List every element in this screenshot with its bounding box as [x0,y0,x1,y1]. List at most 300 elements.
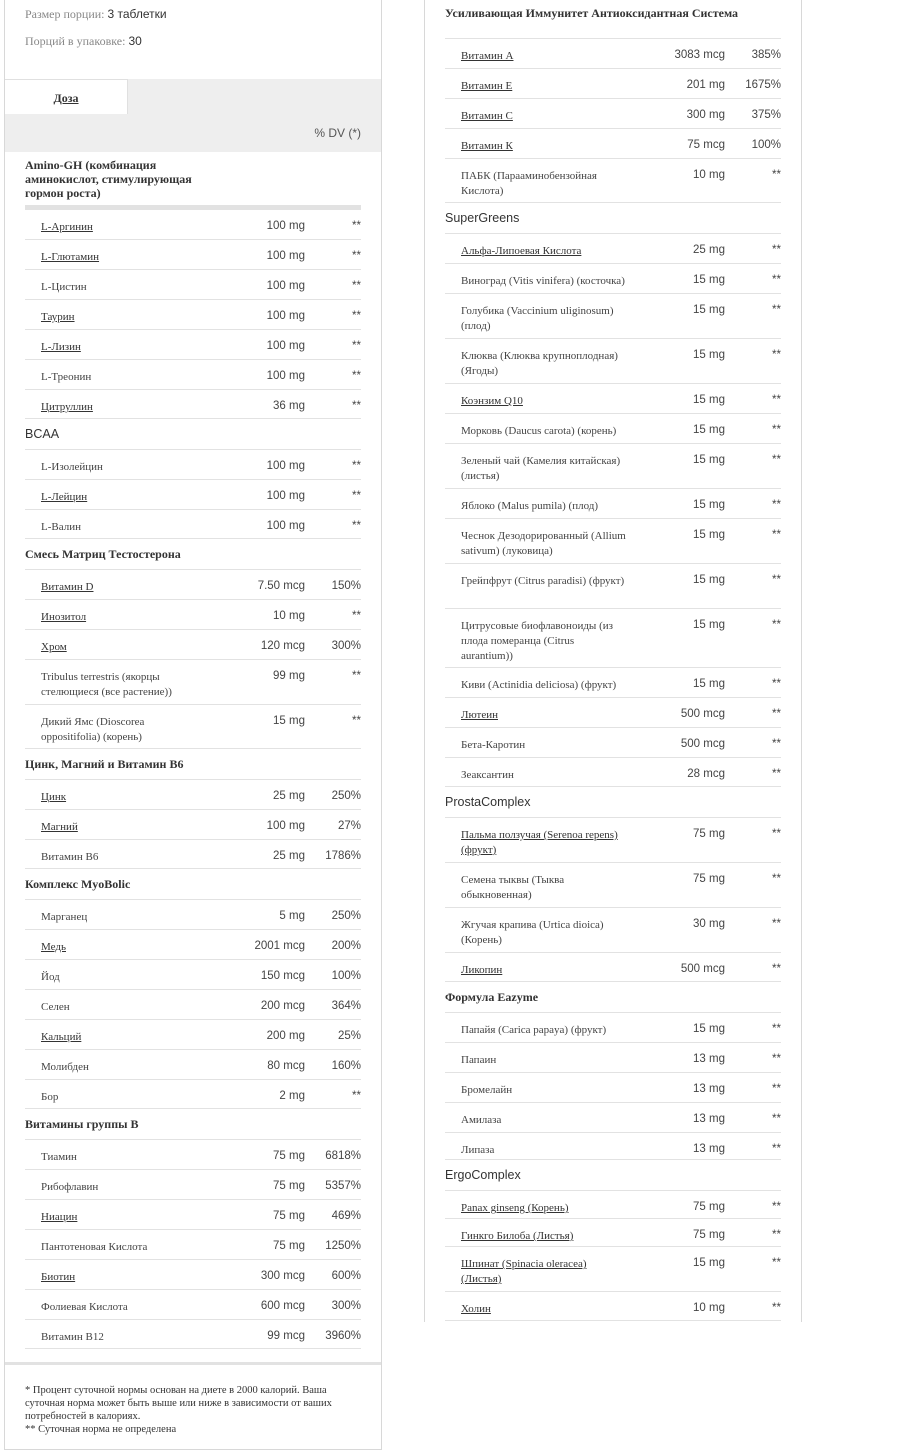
nutrient-dv: ** [352,520,361,532]
nutrient-name[interactable]: Ликопин [461,964,503,976]
nutrient-dv: 3960% [325,1330,361,1342]
nutrient-row [445,1042,781,1072]
nutrient-amount: 10 mg [693,1302,725,1314]
nutrient-row [25,629,361,659]
nutrient-dv: ** [772,678,781,690]
nutrient-amount: 75 mg [693,828,725,840]
nutrient-dv: 600% [331,1270,361,1282]
nutrient-name: Фолиевая Кислота [41,1301,128,1313]
nutrient-row [25,1289,361,1319]
nutrient-dv: ** [772,918,781,930]
nutrient-name: L-Треонин [41,371,92,383]
nutrient-name: Папаин [461,1054,497,1066]
nutrient-row [445,862,781,907]
nutrient-amount: 75 mg [273,1240,305,1252]
nutrient-row [445,757,781,787]
tab-dose[interactable]: Доза [5,79,128,114]
nutrient-name: Бор [41,1091,59,1103]
nutrient-amount: 25 mg [693,244,725,256]
nutrient-row [25,989,361,1019]
nutrient-row [25,1169,361,1199]
nutrient-row [25,929,361,959]
nutrient-amount: 15 mg [693,454,725,466]
nutrient-name: Чеснок Дезодорированный (Allium sativum) (луковица) [461,530,626,557]
nutrient-list [445,233,781,787]
supplement-facts-left [4,0,382,1450]
nutrient-name[interactable]: Витамин К [461,140,513,152]
nutrient-amount: 15 mg [693,619,725,631]
nutrient-row [25,359,361,389]
nutrient-dv: ** [772,274,781,286]
nutrient-amount: 10 mg [273,610,305,622]
nutrient-dv: ** [772,499,781,511]
nutrient-amount: 2 mg [279,1090,305,1102]
nutrient-name[interactable]: Альфа-Липоевая Кислота [461,245,582,257]
nutrient-dv: ** [772,1023,781,1035]
nutrient-name: Жгучая крапива (Urtica dioica) (Корень) [461,919,604,946]
nutrient-name: Витамин B6 [41,851,99,863]
nutrient-dv: ** [352,1090,361,1102]
nutrient-dv: 300% [331,640,361,652]
nutrient-row [445,518,781,563]
section-title: Формула Eazyme [445,990,539,1004]
nutrient-row [445,1218,781,1246]
nutrient-row [25,239,361,269]
nutrient-amount: 15 mg [693,1257,725,1269]
nutrient-name[interactable]: Лютеин [461,709,498,721]
footnote-divider [5,1362,381,1365]
nutrient-row [445,667,781,697]
nutrient-name: L-Цистин [41,281,87,293]
nutrient-name[interactable]: Витамин Е [461,80,513,92]
nutrient-dv: ** [772,1229,781,1241]
nutrient-amount: 100 mg [266,280,305,292]
nutrient-dv: ** [772,1201,781,1213]
nutrient-name: Молибден [41,1061,89,1073]
nutrient-amount: 75 mg [273,1210,305,1222]
nutrient-name: Яблоко (Malus pumila) (плод) [461,500,599,512]
nutrient-name[interactable]: Хром [41,641,67,653]
nutrient-amount: 100 mg [266,250,305,262]
nutrient-amount: 15 mg [693,1023,725,1035]
section-title: ErgoComplex [445,1168,521,1182]
nutrient-amount: 75 mg [273,1150,305,1162]
nutrient-name[interactable]: L-Глютамин [41,251,100,263]
nutrient-row [25,569,361,599]
nutrient-amount: 15 mg [693,304,725,316]
nutrient-name: Папайя (Carica papaya) (фрукт) [461,1024,607,1036]
section-title: Витамины группы B [25,1117,139,1131]
nutrient-amount: 75 mg [273,1180,305,1192]
nutrient-row [25,1259,361,1289]
nutrient-list [25,899,361,1109]
nutrient-amount: 100 mg [266,340,305,352]
nutrient-dv: ** [352,280,361,292]
nutrient-amount: 13 mg [693,1053,725,1065]
nutrient-amount: 75 mcg [687,139,725,151]
nutrient-amount: 500 mcg [680,708,725,720]
nutrient-row [25,704,361,749]
nutrient-amount: 100 mg [266,220,305,232]
right-sections [425,0,801,1321]
nutrient-row [445,952,781,982]
nutrient-row [25,659,361,704]
nutrient-name[interactable]: Холин [461,1303,491,1315]
nutrient-dv: 160% [331,1060,361,1072]
serving-info [5,0,381,60]
nutrient-name[interactable]: Магний [41,821,78,833]
nutrient-amount: 500 mcg [680,738,725,750]
nutrient-name: Грейпфрут (Citrus paradisi) (фрукт) [461,575,625,587]
nutrient-amount: 13 mg [693,1143,725,1155]
nutrient-row [25,299,361,329]
nutrient-amount: 80 mcg [267,1060,305,1072]
nutrient-amount: 10 mg [693,169,725,181]
nutrient-list [445,1012,781,1160]
nutrient-amount: 300 mcg [260,1270,305,1282]
nutrient-row [445,68,781,98]
nutrient-dv: 25% [337,1030,361,1042]
nutrient-name: Рибофлавин [41,1181,99,1193]
nutrient-dv: ** [772,169,781,181]
nutrient-row [25,1319,361,1349]
nutrient-dv: ** [772,619,781,631]
nutrient-row [445,1291,781,1321]
nutrient-name[interactable]: Таурин [41,311,75,323]
section-title: Усиливающая Иммунитет Антиоксидантная Система [445,6,739,20]
nutrient-dv: ** [352,670,361,682]
nutrient-name: Йод [41,971,60,983]
nutrient-dv: ** [352,250,361,262]
nutrient-row [25,1139,361,1169]
nutrient-amount: 99 mg [273,670,305,682]
nutrient-list [25,779,361,869]
nutrient-row [25,959,361,989]
nutrient-amount: 25 mg [273,850,305,862]
nutrient-name: Цитрусовые биофлавоноиды (из плода померанца (Citrus aurantium)) [461,620,613,662]
section-title: Смесь Матриц Тестостерона [25,547,181,561]
nutrient-row [445,128,781,158]
nutrient-row [25,389,361,419]
nutrient-dv: 300% [331,1300,361,1312]
nutrient-amount: 200 mcg [260,1000,305,1012]
nutrient-row [25,449,361,479]
footnote-not-established: ** Суточная норма не определена [25,1424,177,1435]
nutrient-dv: ** [352,220,361,232]
nutrient-name[interactable]: Коэнзим Q10 [461,395,523,407]
nutrient-dv: 6818% [325,1150,361,1162]
nutrient-row [25,839,361,869]
nutrient-amount: 7.50 mcg [257,580,305,592]
nutrient-amount: 15 mg [693,678,725,690]
nutrient-dv: ** [772,244,781,256]
nutrient-dv: 100% [751,139,781,151]
nutrient-dv: ** [772,349,781,361]
nutrient-name[interactable]: Инозитол [41,611,87,623]
nutrient-dv: 250% [331,790,361,802]
nutrient-row [445,443,781,488]
nutrient-name: Амилаза [461,1114,502,1126]
nutrient-name[interactable]: Витамин С [461,110,513,122]
nutrient-row [445,1246,781,1291]
nutrient-name[interactable]: Шпинат (Spinacia oleracea) (Листья) [461,1258,587,1285]
nutrient-amount: 15 mg [693,349,725,361]
nutrient-row [445,263,781,293]
nutrient-row [445,697,781,727]
nutrient-name: Семена тыквы (Тыква обыкновенная) [461,874,565,901]
nutrient-name: Дикий Ямс (Dioscorea oppositifolia) (корень) [41,716,145,743]
nutrient-name: Тиамин [41,1151,77,1163]
nutrient-name: Зеленый чай (Камелия китайская) (листья) [461,455,621,482]
nutrient-row [25,1049,361,1079]
nutrient-list [445,38,781,203]
nutrient-dv: 1675% [745,79,781,91]
nutrient-name: Tribulus terrestris (якорцы стелющиеся (все растение)) [41,671,172,698]
section-title: Комплекс MyoBolic [25,877,131,891]
nutrient-row [25,509,361,539]
nutrient-name[interactable]: Пальма ползучая (Serenoa repens) (фрукт) [461,829,618,856]
nutrient-dv: ** [352,400,361,412]
nutrient-row [445,563,781,608]
nutrient-list [445,1190,781,1321]
nutrient-amount: 75 mg [693,1229,725,1241]
nutrient-amount: 150 mcg [260,970,305,982]
nutrient-amount: 30 mg [693,918,725,930]
nutrient-dv: ** [352,715,361,727]
nutrient-dv: 5357% [325,1180,361,1192]
nutrient-name: Селен [41,1001,70,1013]
nutrient-amount: 13 mg [693,1083,725,1095]
nutrient-name[interactable]: Витамин А [461,50,514,62]
nutrient-dv: ** [772,394,781,406]
nutrient-amount: 200 mg [266,1030,305,1042]
nutrient-amount: 100 mg [266,310,305,322]
nutrient-amount: 15 mg [273,715,305,727]
nutrient-amount: 75 mg [693,873,725,885]
nutrient-amount: 15 mg [693,574,725,586]
nutrient-row [445,158,781,203]
nutrient-dv: ** [772,828,781,840]
nutrient-name: Голубика (Vaccinium uliginosum) (плод) [461,305,614,332]
nutrient-name: Виноград (Vitis vinifera) (косточка) [461,275,625,287]
nutrient-name: Бромелайн [461,1084,513,1096]
supplement-facts-right [424,0,802,1322]
nutrient-amount: 25 mg [273,790,305,802]
nutrient-dv: 469% [331,1210,361,1222]
nutrient-amount: 15 mg [693,424,725,436]
nutrient-amount: 3083 mcg [674,49,725,61]
nutrient-row [445,293,781,338]
nutrient-list [25,569,361,749]
nutrient-amount: 99 mcg [267,1330,305,1342]
nutrient-name: Витамин B12 [41,1331,104,1343]
nutrient-name[interactable]: L-Лейцин [41,491,88,503]
nutrient-list [445,817,781,982]
serving-size-value: 3 таблетки [107,7,167,21]
nutrient-dv: 1250% [325,1240,361,1252]
nutrient-dv: ** [352,460,361,472]
nutrient-row [445,608,781,667]
serving-size [25,6,381,33]
nutrient-name[interactable]: Гинкго Билоба (Листья) [461,1230,574,1242]
nutrient-dv: ** [772,1113,781,1125]
nutrient-amount: 201 mg [686,79,725,91]
nutrient-row [25,1229,361,1259]
nutrient-dv: 150% [331,580,361,592]
nutrient-amount: 15 mg [693,394,725,406]
nutrient-row [445,233,781,263]
section-title: Цинк, Магний и Витамин B6 [25,757,184,771]
nutrient-row [445,1012,781,1042]
nutrient-name[interactable]: Цинк [41,791,67,803]
nutrient-row [445,1132,781,1160]
nutrient-row [25,899,361,929]
nutrient-dv: 27% [337,820,361,832]
nutrient-dv: ** [352,610,361,622]
nutrient-row [25,599,361,629]
nutrient-amount: 120 mcg [260,640,305,652]
nutrient-dv: ** [772,1143,781,1155]
nutrient-dv: 100% [331,970,361,982]
nutrient-amount: 100 mg [266,370,305,382]
nutrient-name: Пантотеновая Кислота [41,1241,148,1253]
nutrient-name: Марганец [41,911,88,923]
nutrient-amount: 100 mg [266,520,305,532]
nutrient-row [25,1079,361,1109]
nutrient-row [445,817,781,862]
nutrient-dv: ** [772,304,781,316]
nutrient-row [445,1102,781,1132]
nutrient-amount: 75 mg [693,1201,725,1213]
nutrient-row [445,907,781,952]
footnote-dv-basis: * Процент суточной нормы основан на диете в 2000 калорий. Ваша суточная норма может быть выше или ниже в зависимости от ваших потребностей в калориях. [25,1385,332,1422]
section-title: ProstaComplex [445,795,531,809]
nutrient-row [445,1190,781,1218]
nutrient-name[interactable]: L-Лизин [41,341,81,353]
nutrient-dv: ** [772,454,781,466]
nutrient-row [445,383,781,413]
nutrient-name: Клюква (Клюква крупноплодная) (Ягоды) [461,350,618,377]
table-header [5,79,381,152]
nutrient-dv: ** [772,1053,781,1065]
nutrient-dv: ** [772,963,781,975]
nutrient-row [25,269,361,299]
serving-size-label: Размер порции: [25,7,105,21]
nutrient-dv: ** [772,738,781,750]
nutrient-dv: ** [772,768,781,780]
nutrient-dv: 250% [331,910,361,922]
nutrient-amount: 28 mcg [687,768,725,780]
nutrient-row [25,479,361,509]
nutrient-amount: 300 mg [686,109,725,121]
servings-per-container [25,33,381,60]
nutrient-name[interactable]: Ниацин [41,1211,78,1223]
nutrient-name[interactable]: Цитруллин [41,401,93,413]
dv-column-header: % DV (*) [314,126,361,140]
section-title: BCAA [25,427,60,441]
section-title: SuperGreens [445,211,520,225]
nutrient-row [445,727,781,757]
nutrient-amount: 15 mg [693,274,725,286]
nutrient-dv: ** [352,490,361,502]
nutrient-amount: 5 mg [279,910,305,922]
nutrient-dv: ** [352,370,361,382]
nutrient-list [25,209,361,419]
nutrient-name: Зеаксантин [461,769,514,781]
nutrient-dv: ** [352,340,361,352]
nutrient-name: Морковь (Daucus carota) (корень) [461,425,617,437]
nutrient-amount: 600 mcg [260,1300,305,1312]
nutrient-dv: ** [772,1083,781,1095]
nutrient-dv: 385% [751,49,781,61]
nutrient-row [25,1019,361,1049]
nutrient-amount: 500 mcg [680,963,725,975]
nutrient-row [445,413,781,443]
nutrient-name: Липаза [461,1144,495,1156]
nutrient-name: ПАБК (Парааминобензойная Кислота) [461,170,597,197]
nutrient-dv: ** [352,310,361,322]
nutrient-dv: 375% [751,109,781,121]
nutrient-dv: ** [772,708,781,720]
nutrient-dv: 1786% [325,850,361,862]
nutrient-name: L-Изолейцин [41,461,103,473]
nutrient-row [25,209,361,239]
nutrient-amount: 2001 mcg [254,940,305,952]
nutrient-amount: 36 mg [273,400,305,412]
nutrient-dv: ** [772,873,781,885]
nutrient-dv: ** [772,574,781,586]
nutrient-amount: 100 mg [266,820,305,832]
nutrient-name[interactable]: L-Аргинин [41,221,93,233]
footnote [25,1384,365,1436]
nutrient-row [445,338,781,383]
nutrient-amount: 15 mg [693,529,725,541]
nutrient-dv: 364% [331,1000,361,1012]
nutrient-dv: ** [772,424,781,436]
nutrient-dv: ** [772,1302,781,1314]
nutrient-row [445,98,781,128]
nutrient-name[interactable]: Медь [41,941,66,953]
nutrient-list [25,449,361,539]
nutrient-amount: 15 mg [693,499,725,511]
servings-value: 30 [128,34,142,48]
nutrient-name[interactable]: Кальций [41,1031,82,1043]
nutrient-name: Бета-Каротин [461,739,526,751]
nutrient-name: Киви (Actinidia deliciosa) (фрукт) [461,679,617,691]
nutrient-list [25,1139,361,1349]
nutrient-row [445,1072,781,1102]
nutrient-name: L-Валин [41,521,81,533]
nutrient-dv: ** [772,1257,781,1269]
nutrient-row [445,488,781,518]
nutrient-name[interactable]: Биотин [41,1271,76,1283]
nutrient-dv: 200% [331,940,361,952]
left-sections [5,152,381,1349]
nutrient-row [25,809,361,839]
nutrient-row [25,779,361,809]
nutrient-dv: ** [772,529,781,541]
nutrient-row [445,38,781,68]
nutrient-row [25,1199,361,1229]
nutrient-amount: 100 mg [266,490,305,502]
nutrient-amount: 100 mg [266,460,305,472]
servings-label: Порций в упаковке: [25,34,126,48]
nutrient-row [25,329,361,359]
nutrient-amount: 13 mg [693,1113,725,1125]
section-title: Amino-GH (комбинация аминокислот, стимулирующая гормон роста) [25,158,192,200]
nutrient-name[interactable]: Витамин D [41,581,94,593]
nutrient-name[interactable]: Panax ginseng (Корень) [461,1202,569,1214]
